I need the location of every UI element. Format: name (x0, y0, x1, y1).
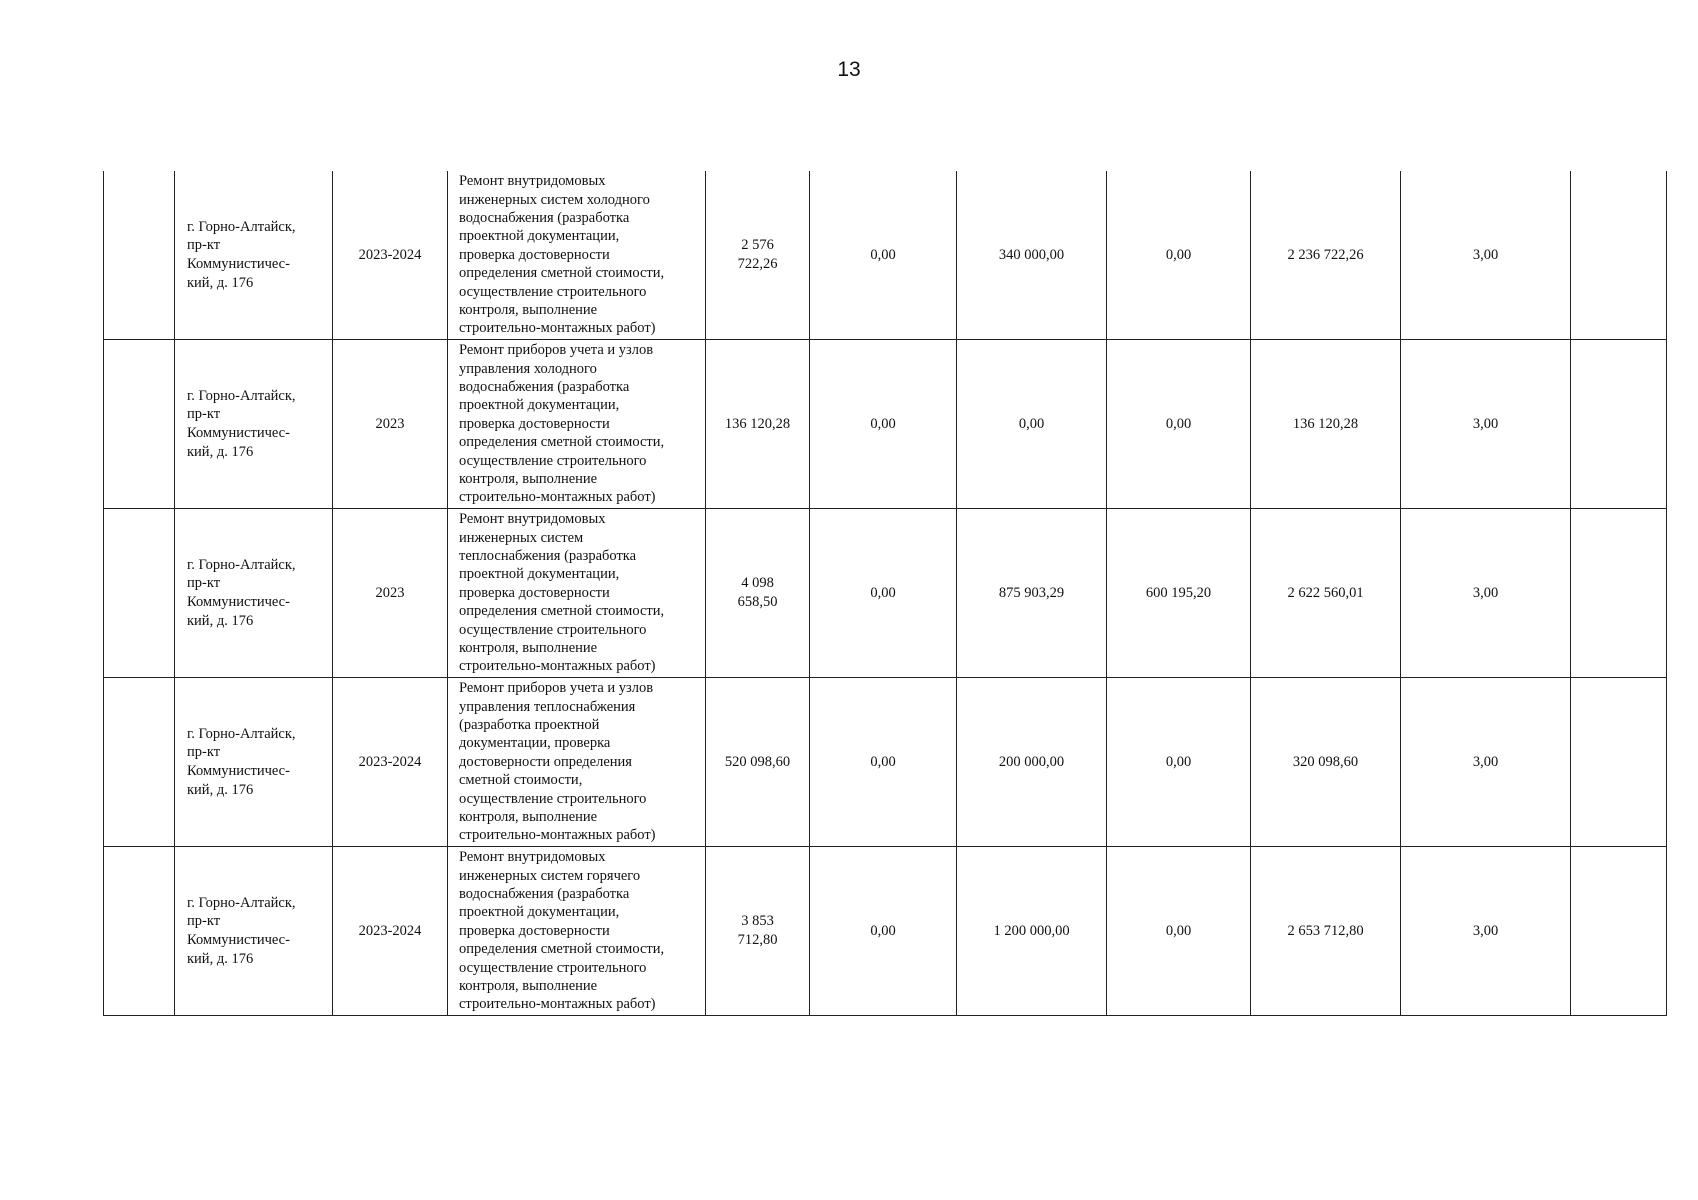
amount-cell-2 (957, 509, 1107, 678)
amount-cell-1 (810, 509, 957, 678)
period-text: 2023-2024 (358, 246, 422, 263)
amount-text-1: 0,00 (870, 584, 896, 601)
amount-text-1: 0,00 (870, 415, 896, 432)
table-body (104, 171, 1667, 1016)
amount-text-4: 2 653 712,80 (1287, 922, 1364, 939)
amount-cell-2 (957, 847, 1107, 1016)
amount-cell-5 (1401, 847, 1571, 1016)
row-number-cell (104, 340, 175, 509)
amount-text-5: 3,00 (1472, 415, 1499, 432)
amount-text-3: 0,00 (1165, 246, 1192, 263)
amount-text-2: 1 200 000,00 (993, 922, 1070, 939)
total-cost-cell (706, 509, 810, 678)
amount-cell-2 (957, 171, 1107, 340)
amount-text-2: 0,00 (1018, 415, 1045, 432)
table-row (104, 678, 1667, 847)
amount-cell-1 (810, 171, 957, 340)
amount-text-5: 3,00 (1472, 584, 1499, 601)
work-description-cell (448, 509, 706, 678)
address-cell (175, 847, 333, 1016)
empty-last-cell (1571, 509, 1667, 678)
row-number-cell (104, 847, 175, 1016)
address-cell (175, 340, 333, 509)
total-cost-text: 3 853 712,80 (737, 913, 778, 948)
amount-cell-5 (1401, 340, 1571, 509)
amount-text-4: 136 120,28 (1292, 415, 1359, 432)
amount-cell-4 (1251, 340, 1401, 509)
amount-text-3: 600 195,20 (1145, 584, 1212, 601)
amount-text-4: 2 236 722,26 (1287, 246, 1364, 263)
amount-text-5: 3,00 (1472, 246, 1499, 263)
address-text: г. Горно-Алтайск, пр-кт Коммунистичес- кий, д. 176 (187, 894, 296, 967)
work-description-text: Ремонт приборов учета и узлов управления теплоснабжения (разработка проектной документации, проверка достоверности определения сметной стоимости, осуществление строительного контроля, выполнение строительно-монтажных работ) (459, 680, 656, 844)
total-cost-cell (706, 678, 810, 847)
amount-text-1: 0,00 (870, 753, 896, 770)
amount-cell-3 (1107, 847, 1251, 1016)
amount-cell-2 (957, 340, 1107, 509)
table-row (104, 340, 1667, 509)
amount-cell-3 (1107, 509, 1251, 678)
total-cost-cell (706, 340, 810, 509)
amount-cell-4 (1251, 171, 1401, 340)
amount-cell-4 (1251, 847, 1401, 1016)
amount-cell-1 (810, 340, 957, 509)
period-text: 2023-2024 (358, 753, 422, 770)
amount-cell-3 (1107, 171, 1251, 340)
amount-text-3: 0,00 (1165, 922, 1192, 939)
table-row (104, 171, 1667, 340)
work-description-text: Ремонт внутридомовых инженерных систем холодного водоснабжения (разработка проектной документации, проверка достоверности определения сметной стоимости, осуществление строительного контроля, выполнение строительно-монтажных работ) (459, 173, 665, 337)
amount-cell-3 (1107, 340, 1251, 509)
work-description-cell (448, 678, 706, 847)
total-cost-cell (706, 171, 810, 340)
total-cost-text: 2 576 722,26 (737, 237, 778, 272)
empty-last-cell (1571, 171, 1667, 340)
amount-cell-5 (1401, 509, 1571, 678)
amount-text-3: 0,00 (1165, 753, 1192, 770)
address-text: г. Горно-Алтайск, пр-кт Коммунистичес- кий, д. 176 (187, 725, 296, 798)
address-cell (175, 678, 333, 847)
address-text: г. Горно-Алтайск, пр-кт Коммунистичес- кий, д. 176 (187, 387, 296, 460)
period-text: 2023-2024 (358, 922, 422, 939)
amount-cell-3 (1107, 678, 1251, 847)
work-description-cell (448, 340, 706, 509)
amount-text-4: 320 098,60 (1292, 753, 1359, 770)
work-description-text: Ремонт внутридомовых инженерных систем горячего водоснабжения (разработка проектной документации, проверка достоверности определения сметной стоимости, осуществление строительного контроля, выполнение строительно-монтажных работ) (459, 849, 665, 1013)
period-cell (333, 340, 448, 509)
amount-text-1: 0,00 (870, 246, 896, 263)
empty-last-cell (1571, 847, 1667, 1016)
amount-cell-1 (810, 847, 957, 1016)
amount-text-5: 3,00 (1472, 753, 1499, 770)
amount-text-2: 340 000,00 (998, 246, 1065, 263)
total-cost-text: 4 098 658,50 (737, 575, 778, 610)
period-cell (333, 847, 448, 1016)
table-row (104, 509, 1667, 678)
works-table (103, 171, 1667, 1016)
period-text: 2023 (375, 584, 405, 601)
amount-cell-1 (810, 678, 957, 847)
row-number-cell (104, 678, 175, 847)
amount-text-4: 2 622 560,01 (1287, 584, 1364, 601)
amount-cell-2 (957, 678, 1107, 847)
total-cost-text: 136 120,28 (724, 415, 791, 432)
amount-cell-4 (1251, 678, 1401, 847)
address-text: г. Горно-Алтайск, пр-кт Коммунистичес- кий, д. 176 (187, 218, 296, 291)
empty-last-cell (1571, 340, 1667, 509)
row-number-cell (104, 171, 175, 340)
page-number: 13 (837, 58, 861, 81)
period-cell (333, 509, 448, 678)
amount-text-2: 875 903,29 (998, 584, 1065, 601)
work-description-cell (448, 847, 706, 1016)
empty-last-cell (1571, 678, 1667, 847)
amount-cell-4 (1251, 509, 1401, 678)
total-cost-cell (706, 847, 810, 1016)
total-cost-text: 520 098,60 (724, 753, 791, 770)
address-cell (175, 171, 333, 340)
amount-text-2: 200 000,00 (998, 753, 1065, 770)
period-text: 2023 (375, 415, 405, 432)
work-description-cell (448, 171, 706, 340)
amount-cell-5 (1401, 678, 1571, 847)
amount-text-3: 0,00 (1165, 415, 1192, 432)
address-text: г. Горно-Алтайск, пр-кт Коммунистичес- кий, д. 176 (187, 556, 296, 629)
amount-cell-5 (1401, 171, 1571, 340)
period-cell (333, 171, 448, 340)
row-number-cell (104, 509, 175, 678)
work-description-text: Ремонт приборов учета и узлов управления холодного водоснабжения (разработка проектной документации, проверка достоверности определения сметной стоимости, осуществление строительного контроля, выполнение строительно-монтажных работ) (459, 342, 665, 506)
amount-text-1: 0,00 (870, 922, 896, 939)
period-cell (333, 678, 448, 847)
amount-text-5: 3,00 (1472, 922, 1499, 939)
work-description-text: Ремонт внутридомовых инженерных систем теплоснабжения (разработка проектной документации, проверка достоверности определения сметной стоимости, осуществление строительного контроля, выполнение строительно-монтажных работ) (459, 511, 665, 675)
address-cell (175, 509, 333, 678)
table-row (104, 847, 1667, 1016)
